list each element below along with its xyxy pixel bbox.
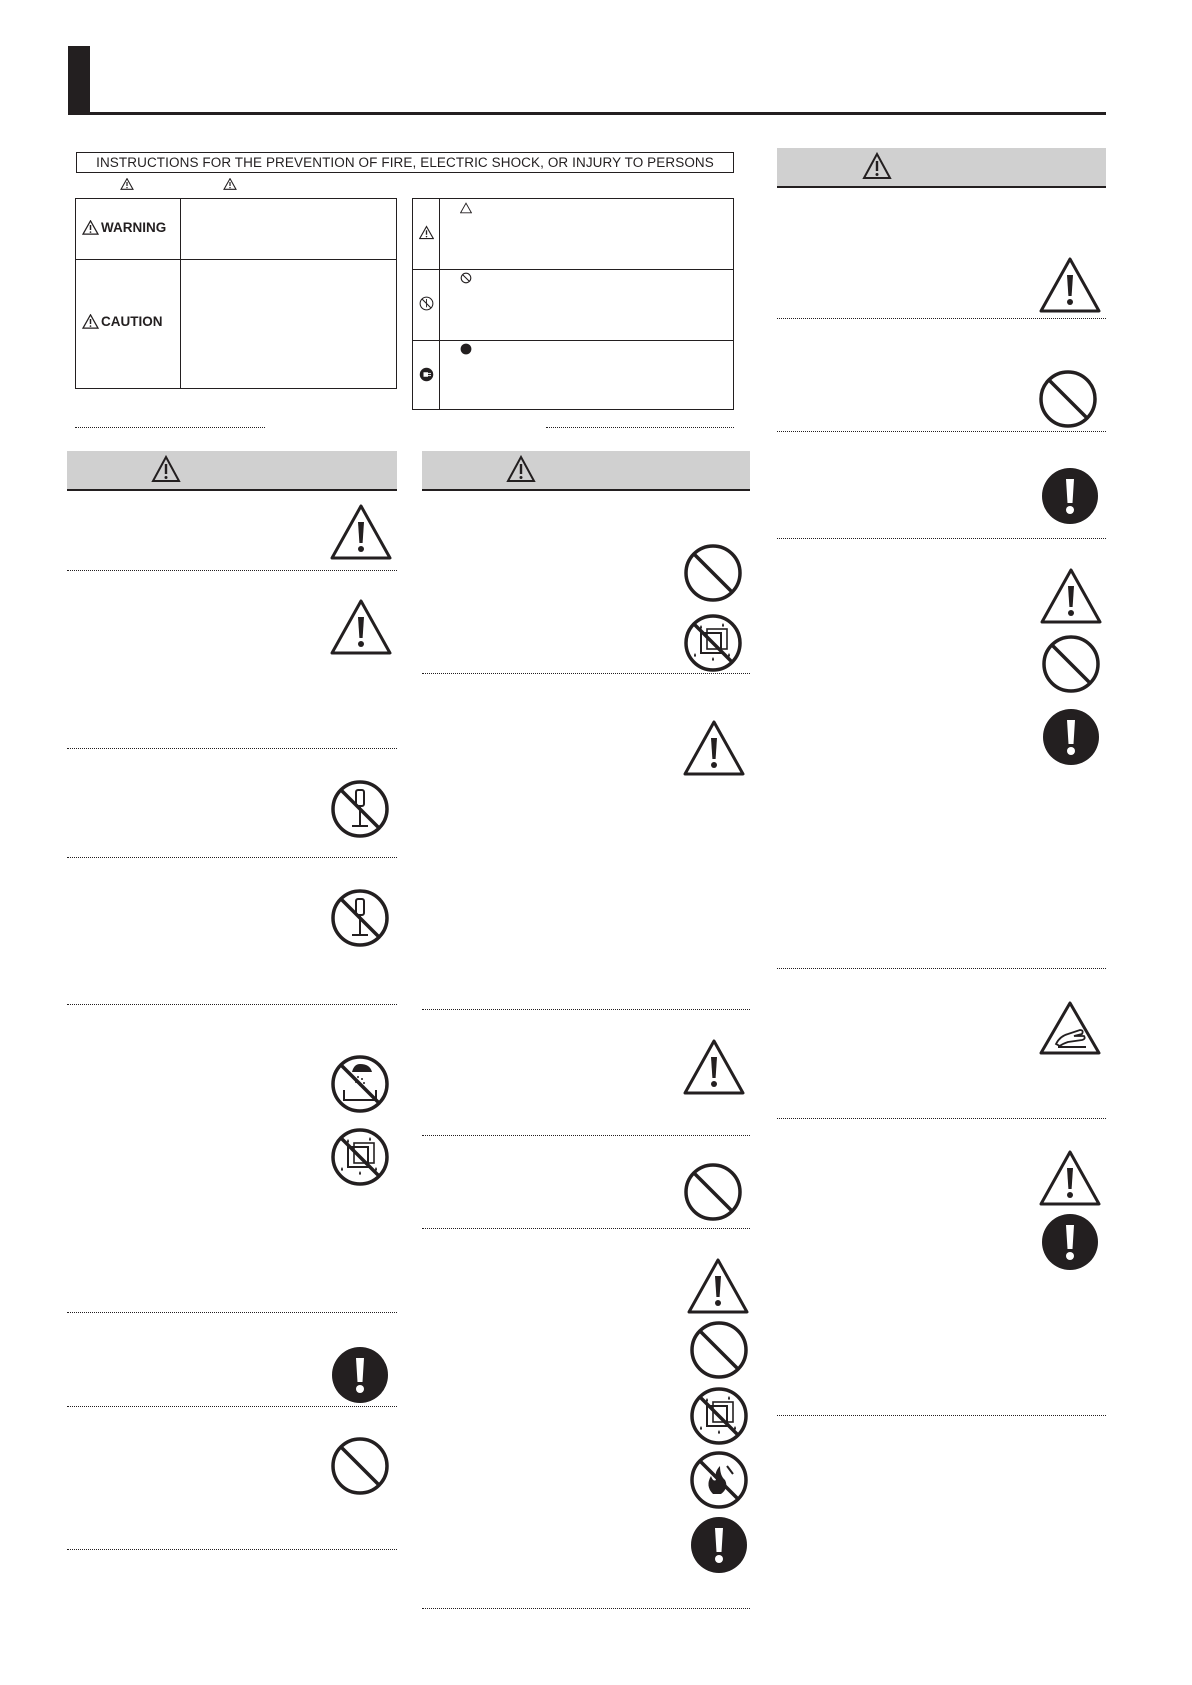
- caution-triangle-icon: [329, 503, 393, 561]
- caution-triangle-icon: [686, 1257, 750, 1315]
- no-water-icon: [330, 1054, 390, 1114]
- instructions-banner: INSTRUCTIONS FOR THE PREVENTION OF FIRE, ELECTRIC SHOCK, OR INJURY TO PERSONS: [76, 152, 734, 173]
- prohibited-circle-icon: [683, 543, 743, 603]
- outline-triangle-icon: [460, 202, 472, 214]
- no-disassembly-icon: [330, 779, 390, 839]
- caution-mini-triangle-icon: [223, 178, 237, 190]
- caution-triangle-icon: [1039, 567, 1103, 625]
- mandatory-action-icon: [1041, 467, 1099, 525]
- separator: [67, 1406, 397, 1407]
- mandatory-action-icon: [1042, 708, 1100, 766]
- caution-triangle-icon: [1038, 256, 1102, 314]
- separator: [67, 857, 397, 858]
- prohibited-circle-icon: [460, 272, 472, 284]
- no-disassembly-icon: [419, 296, 434, 311]
- separator: [67, 570, 397, 571]
- separator: [777, 968, 1106, 969]
- caution-triangle-icon: [1038, 1149, 1102, 1207]
- separator: [777, 431, 1106, 432]
- prohibited-circle-icon: [689, 1320, 749, 1380]
- prohibited-circle-icon: [1038, 369, 1098, 429]
- warning-triangle-icon: [862, 152, 892, 180]
- column-3-warning-header-bar: [777, 148, 1106, 188]
- prohibited-circle-icon: [330, 1436, 390, 1496]
- filled-circle-icon: [460, 343, 472, 355]
- separator: [546, 427, 734, 428]
- title-underline: [68, 112, 1106, 115]
- separator: [75, 427, 265, 428]
- column-1-warning-header-bar: [67, 451, 397, 491]
- mandatory-action-icon: [690, 1516, 748, 1574]
- warning-triangle-icon: [506, 455, 536, 483]
- caution-triangle-icon: [329, 598, 393, 656]
- no-open-flame-icon: [689, 1450, 749, 1510]
- pinch-hazard-icon: [1038, 1000, 1102, 1056]
- separator: [67, 748, 397, 749]
- separator: [422, 1228, 750, 1229]
- prohibited-circle-icon: [683, 1162, 743, 1222]
- separator: [777, 1415, 1106, 1416]
- separator: [777, 318, 1106, 319]
- warning-caution-legend-table: [75, 198, 397, 389]
- warning-triangle-icon: [82, 220, 99, 235]
- separator: [777, 538, 1106, 539]
- caution-triangle-icon: [82, 314, 99, 329]
- no-wet-hands-icon: [689, 1386, 749, 1446]
- prohibited-circle-icon: [1041, 634, 1101, 694]
- symbol-legend-table: [412, 198, 734, 410]
- warning-triangle-icon: [151, 455, 181, 483]
- no-wet-hands-icon: [330, 1127, 390, 1187]
- column-2-warning-header-bar: [422, 451, 750, 491]
- separator: [67, 1004, 397, 1005]
- title-marker-block: [68, 46, 90, 114]
- separator: [777, 1118, 1106, 1119]
- caution-triangle-icon: [419, 225, 434, 240]
- mandatory-action-icon: [331, 1346, 389, 1404]
- separator: [422, 673, 750, 674]
- separator: [422, 1009, 750, 1010]
- warning-mini-triangle-icon: [120, 178, 134, 190]
- no-disassembly-icon: [330, 888, 390, 948]
- no-wet-hands-icon: [683, 613, 743, 673]
- caution-legend-label: CAUTION: [82, 314, 178, 329]
- unplug-icon: [419, 367, 434, 382]
- caution-triangle-icon: [682, 719, 746, 777]
- separator: [67, 1549, 397, 1550]
- separator: [422, 1608, 750, 1609]
- separator: [67, 1312, 397, 1313]
- caution-triangle-icon: [682, 1038, 746, 1096]
- mandatory-action-icon: [1041, 1213, 1099, 1271]
- warning-legend-label: WARNING: [82, 220, 178, 235]
- separator: [422, 1135, 750, 1136]
